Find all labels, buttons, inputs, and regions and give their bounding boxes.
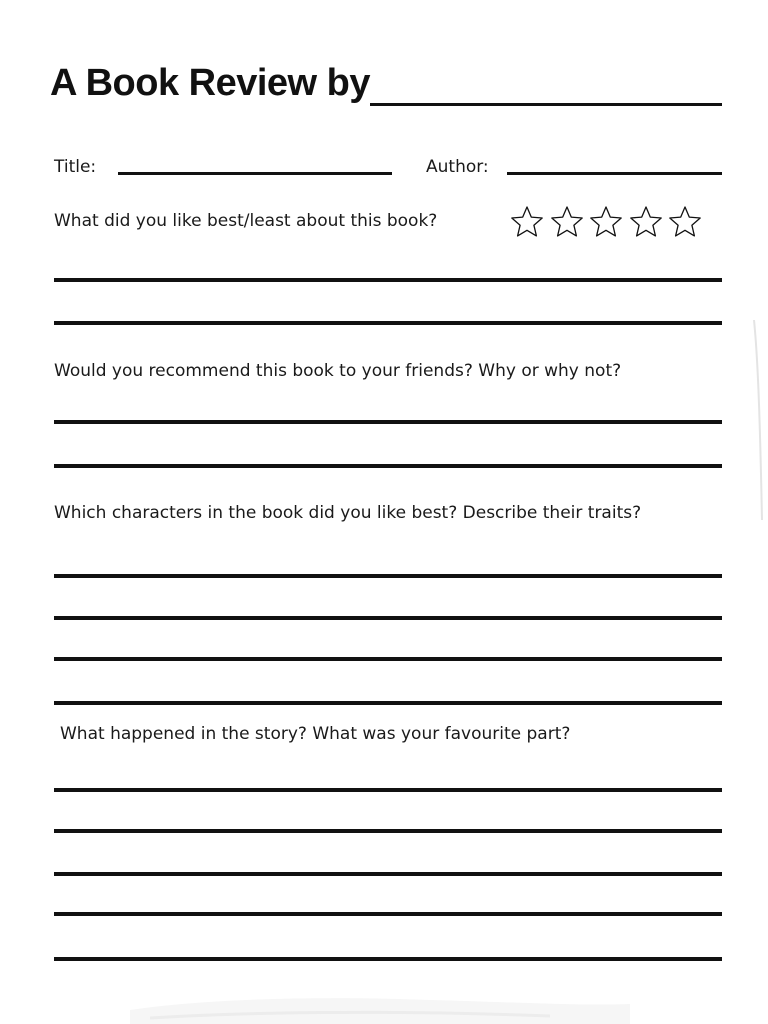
author-field-line[interactable] [507,172,722,175]
answer-line[interactable] [54,616,722,620]
author-field-label: Author: [426,157,489,177]
star-icon[interactable] [550,205,584,239]
scan-edge-shadow [748,320,768,520]
answer-line[interactable] [54,420,722,424]
question-recommend: Would you recommend this book to your friends? Why or why not? [54,361,622,381]
answer-line[interactable] [54,788,722,792]
answer-line[interactable] [54,829,722,833]
answer-line[interactable] [54,657,722,661]
title-field-line[interactable] [118,172,392,175]
reviewer-name-line[interactable] [370,103,722,106]
answer-line[interactable] [54,278,722,282]
question-characters: Which characters in the book did you like best? Describe their traits? [54,503,642,523]
star-icon[interactable] [629,205,663,239]
question-like-best-least: What did you like best/least about this book? [54,211,438,231]
answer-line[interactable] [54,321,722,325]
question-story-favourite-part: What happened in the story? What was your favourite part? [60,724,571,744]
answer-line[interactable] [54,957,722,961]
answer-line[interactable] [54,574,722,578]
star-icon[interactable] [510,205,544,239]
answer-line[interactable] [54,872,722,876]
page-title: A Book Review by [50,62,371,104]
title-field-label: Title: [54,157,97,177]
star-icon[interactable] [589,205,623,239]
star-icon[interactable] [668,205,702,239]
scan-smudge [130,992,630,1024]
star-rating[interactable] [510,205,702,241]
answer-line[interactable] [54,701,722,705]
answer-line[interactable] [54,464,722,468]
answer-line[interactable] [54,912,722,916]
